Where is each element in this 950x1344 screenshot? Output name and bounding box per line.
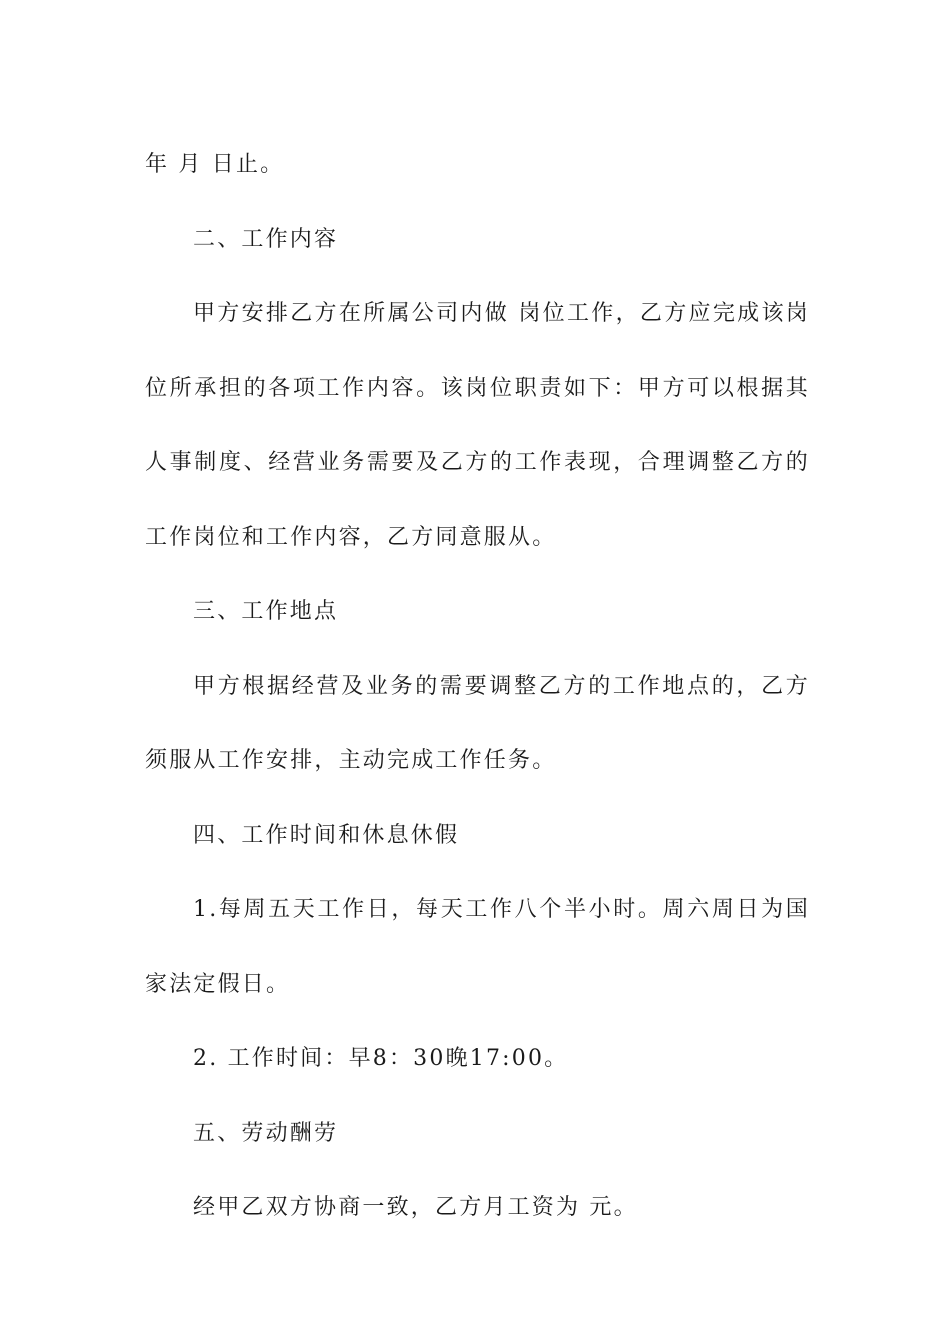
paragraph-date-end: 年 月 日止。	[145, 152, 285, 177]
document-body	[145, 128, 810, 1246]
paragraph-work-content: 甲方安排乙方在所属公司内做 岗位工作，乙方应完成该岗位所承担的各项工作内容。该岗位职责如下：甲方可以根据其人事制度、经营业务需要及乙方的工作表现，合理调整乙方的工作岗位和工作内容，乙方同意服从。	[145, 301, 810, 550]
section-heading-work-hours: 四、工作时间和休息休假	[193, 822, 460, 848]
paragraph-work-time: 2. 工作时间：早8：30晚17:00。	[193, 1046, 569, 1071]
paragraph-work-location: 甲方根据经营及业务的需要调整乙方的工作地点的，乙方须服从工作安排，主动完成工作任务。	[145, 673, 810, 773]
paragraph-salary: 经甲乙双方协商一致，乙方月工资为 元。	[193, 1195, 638, 1220]
paragraph-work-days: 1.每周五天工作日，每天工作八个半小时。周六周日为国家法定假日。	[145, 897, 810, 997]
section-heading-remuneration: 五、劳动酬劳	[193, 1120, 339, 1146]
section-heading-work-location: 三、工作地点	[193, 599, 339, 624]
section-heading-work-content: 二、工作内容	[193, 226, 339, 252]
